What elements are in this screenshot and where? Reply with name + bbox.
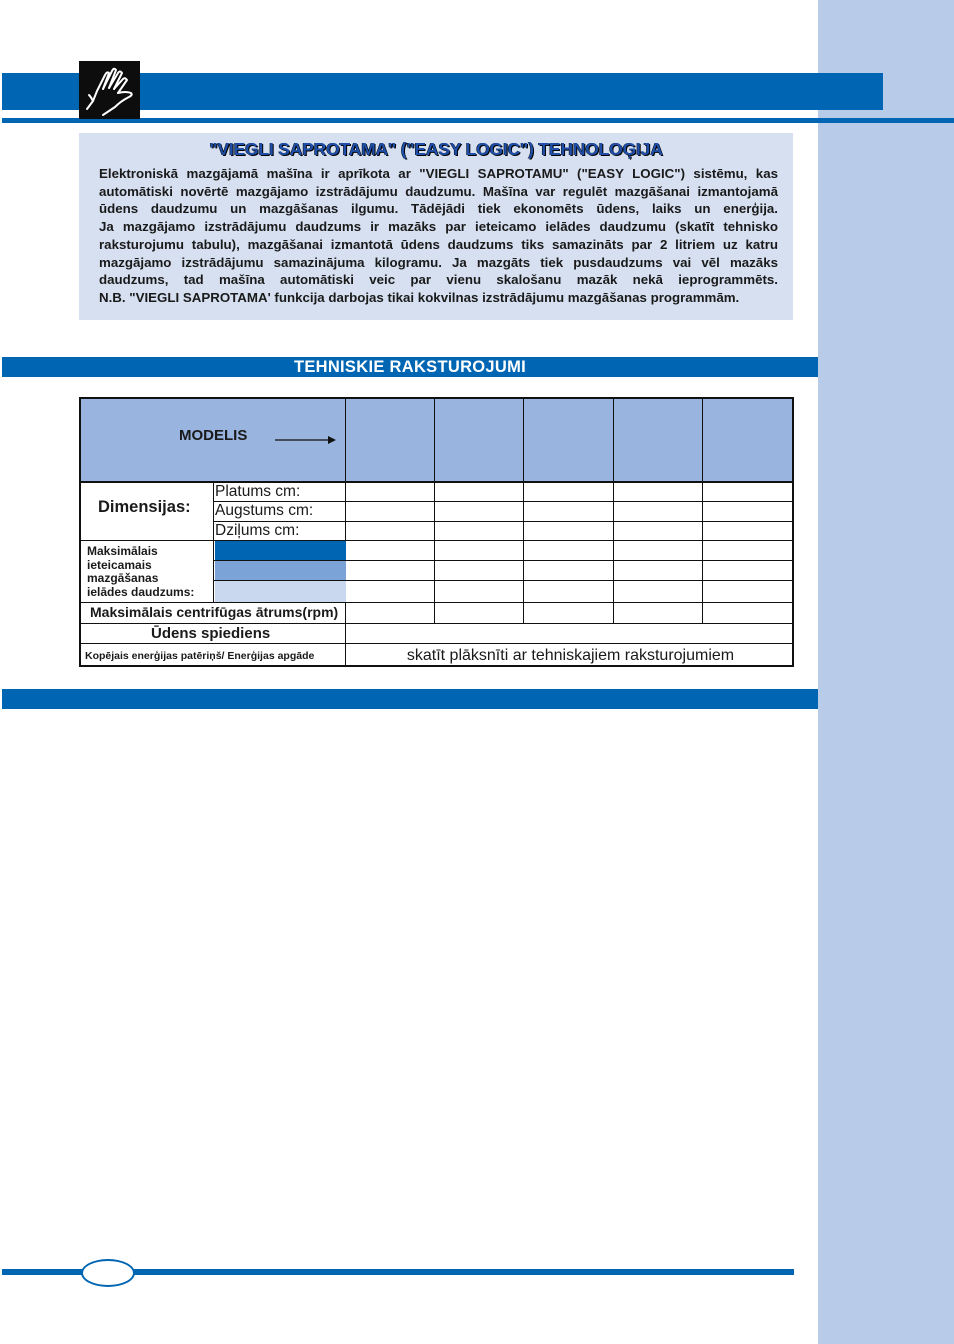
spin-speed-label: Maksimālais centrifūgas ātrums(rpm)	[90, 604, 339, 620]
text-line: mazgājamo izstrādājumu samazinājuma kilogramu. Ja mazgāts tiek pusdaudzums vai vēl mazāks	[99, 254, 778, 270]
load-swatch-dark	[215, 541, 346, 560]
height-label: Augstums cm:	[215, 502, 314, 519]
width-label: Platums cm:	[215, 483, 301, 500]
text-line: ūdens daudzumu un mazgāšanas ilgumu. Tādējādi tiek ekonomēts ūdens, laiks un enerģija.	[99, 201, 778, 217]
max-load-label	[87, 545, 194, 599]
col-divider	[523, 399, 524, 623]
text-line: raksturojumu tabulu), mazgāšanai izmantotā ūdens daudzums tiks samazināts par 2 litriem uz katru	[99, 236, 778, 252]
section-title: TEHNISKIE RAKSTUROJUMI	[293, 358, 527, 376]
col-divider	[213, 481, 214, 602]
row-divider	[213, 521, 792, 522]
water-pressure-label: Ūdens spiediens	[151, 625, 271, 642]
arrow-right-icon	[275, 435, 337, 445]
row-divider	[81, 540, 792, 541]
row-divider	[81, 481, 792, 483]
header-rule	[2, 118, 954, 123]
text-line: Elektroniskā mazgājamā mašīna ir aprīkota ar "VIEGLI SAPROTAMU" ("EASY LOGIC") sistēmu, kas	[99, 166, 778, 181]
col-divider	[345, 643, 346, 667]
col-divider	[702, 399, 703, 623]
spec-table	[79, 397, 794, 667]
max-load-line: ieteicamais	[87, 557, 152, 572]
side-strip	[818, 0, 954, 1344]
max-load-line: mazgāšanas	[87, 571, 159, 586]
section-header	[2, 357, 818, 377]
hand-icon	[79, 61, 140, 119]
text-line: daudzums, tad mašīna automātiski veic par vienu skalošanu mazāk nekā ieprogrammēts.	[99, 272, 778, 288]
depth-label: Dziļums cm:	[215, 522, 300, 539]
easy-logic-panel	[79, 133, 793, 320]
load-swatch-medium	[215, 561, 346, 580]
text-line: Ja mazgājamo izstrādājumu daudzums ir mazāks par ieteicamo ielādes daudzumu (skatīt tehnisko	[99, 219, 778, 235]
text-line: N.B. "VIEGLI SAPROTAMA' funkcija darbojas tikai kokvilnas izstrādājumu mazgāšanas programmām.	[99, 289, 740, 305]
row-divider	[81, 602, 792, 603]
model-label: MODELIS	[179, 427, 248, 444]
col-divider	[434, 399, 435, 623]
page-number-oval	[81, 1259, 135, 1287]
max-load-line: Maksimālais	[87, 544, 158, 558]
col-divider	[613, 399, 614, 623]
energy-note: skatīt plāksnīti ar tehniskajiem raksturojumiem	[406, 647, 735, 664]
section-footer-bar	[2, 689, 818, 709]
max-load-line: ielādes daudzums:	[87, 584, 195, 599]
text-line: automātiski novērtē mazgājamo izstrādājumu daudzumu. Mašīna var regulēt mazgāšanai izmantojamā	[99, 183, 778, 199]
energy-label: Kopējais enerģijas patēriņš/ Enerģijas apgāde	[85, 650, 315, 662]
row-divider	[81, 623, 792, 624]
easy-logic-title: "VIEGLI SAPROTAMA" ("EASY LOGIC") TEHNOLOĢIJA	[209, 139, 663, 159]
dimensions-label: Dimensijas:	[98, 498, 191, 516]
easy-logic-text	[99, 165, 778, 307]
load-swatch-light	[215, 581, 346, 602]
row-divider	[81, 643, 792, 644]
